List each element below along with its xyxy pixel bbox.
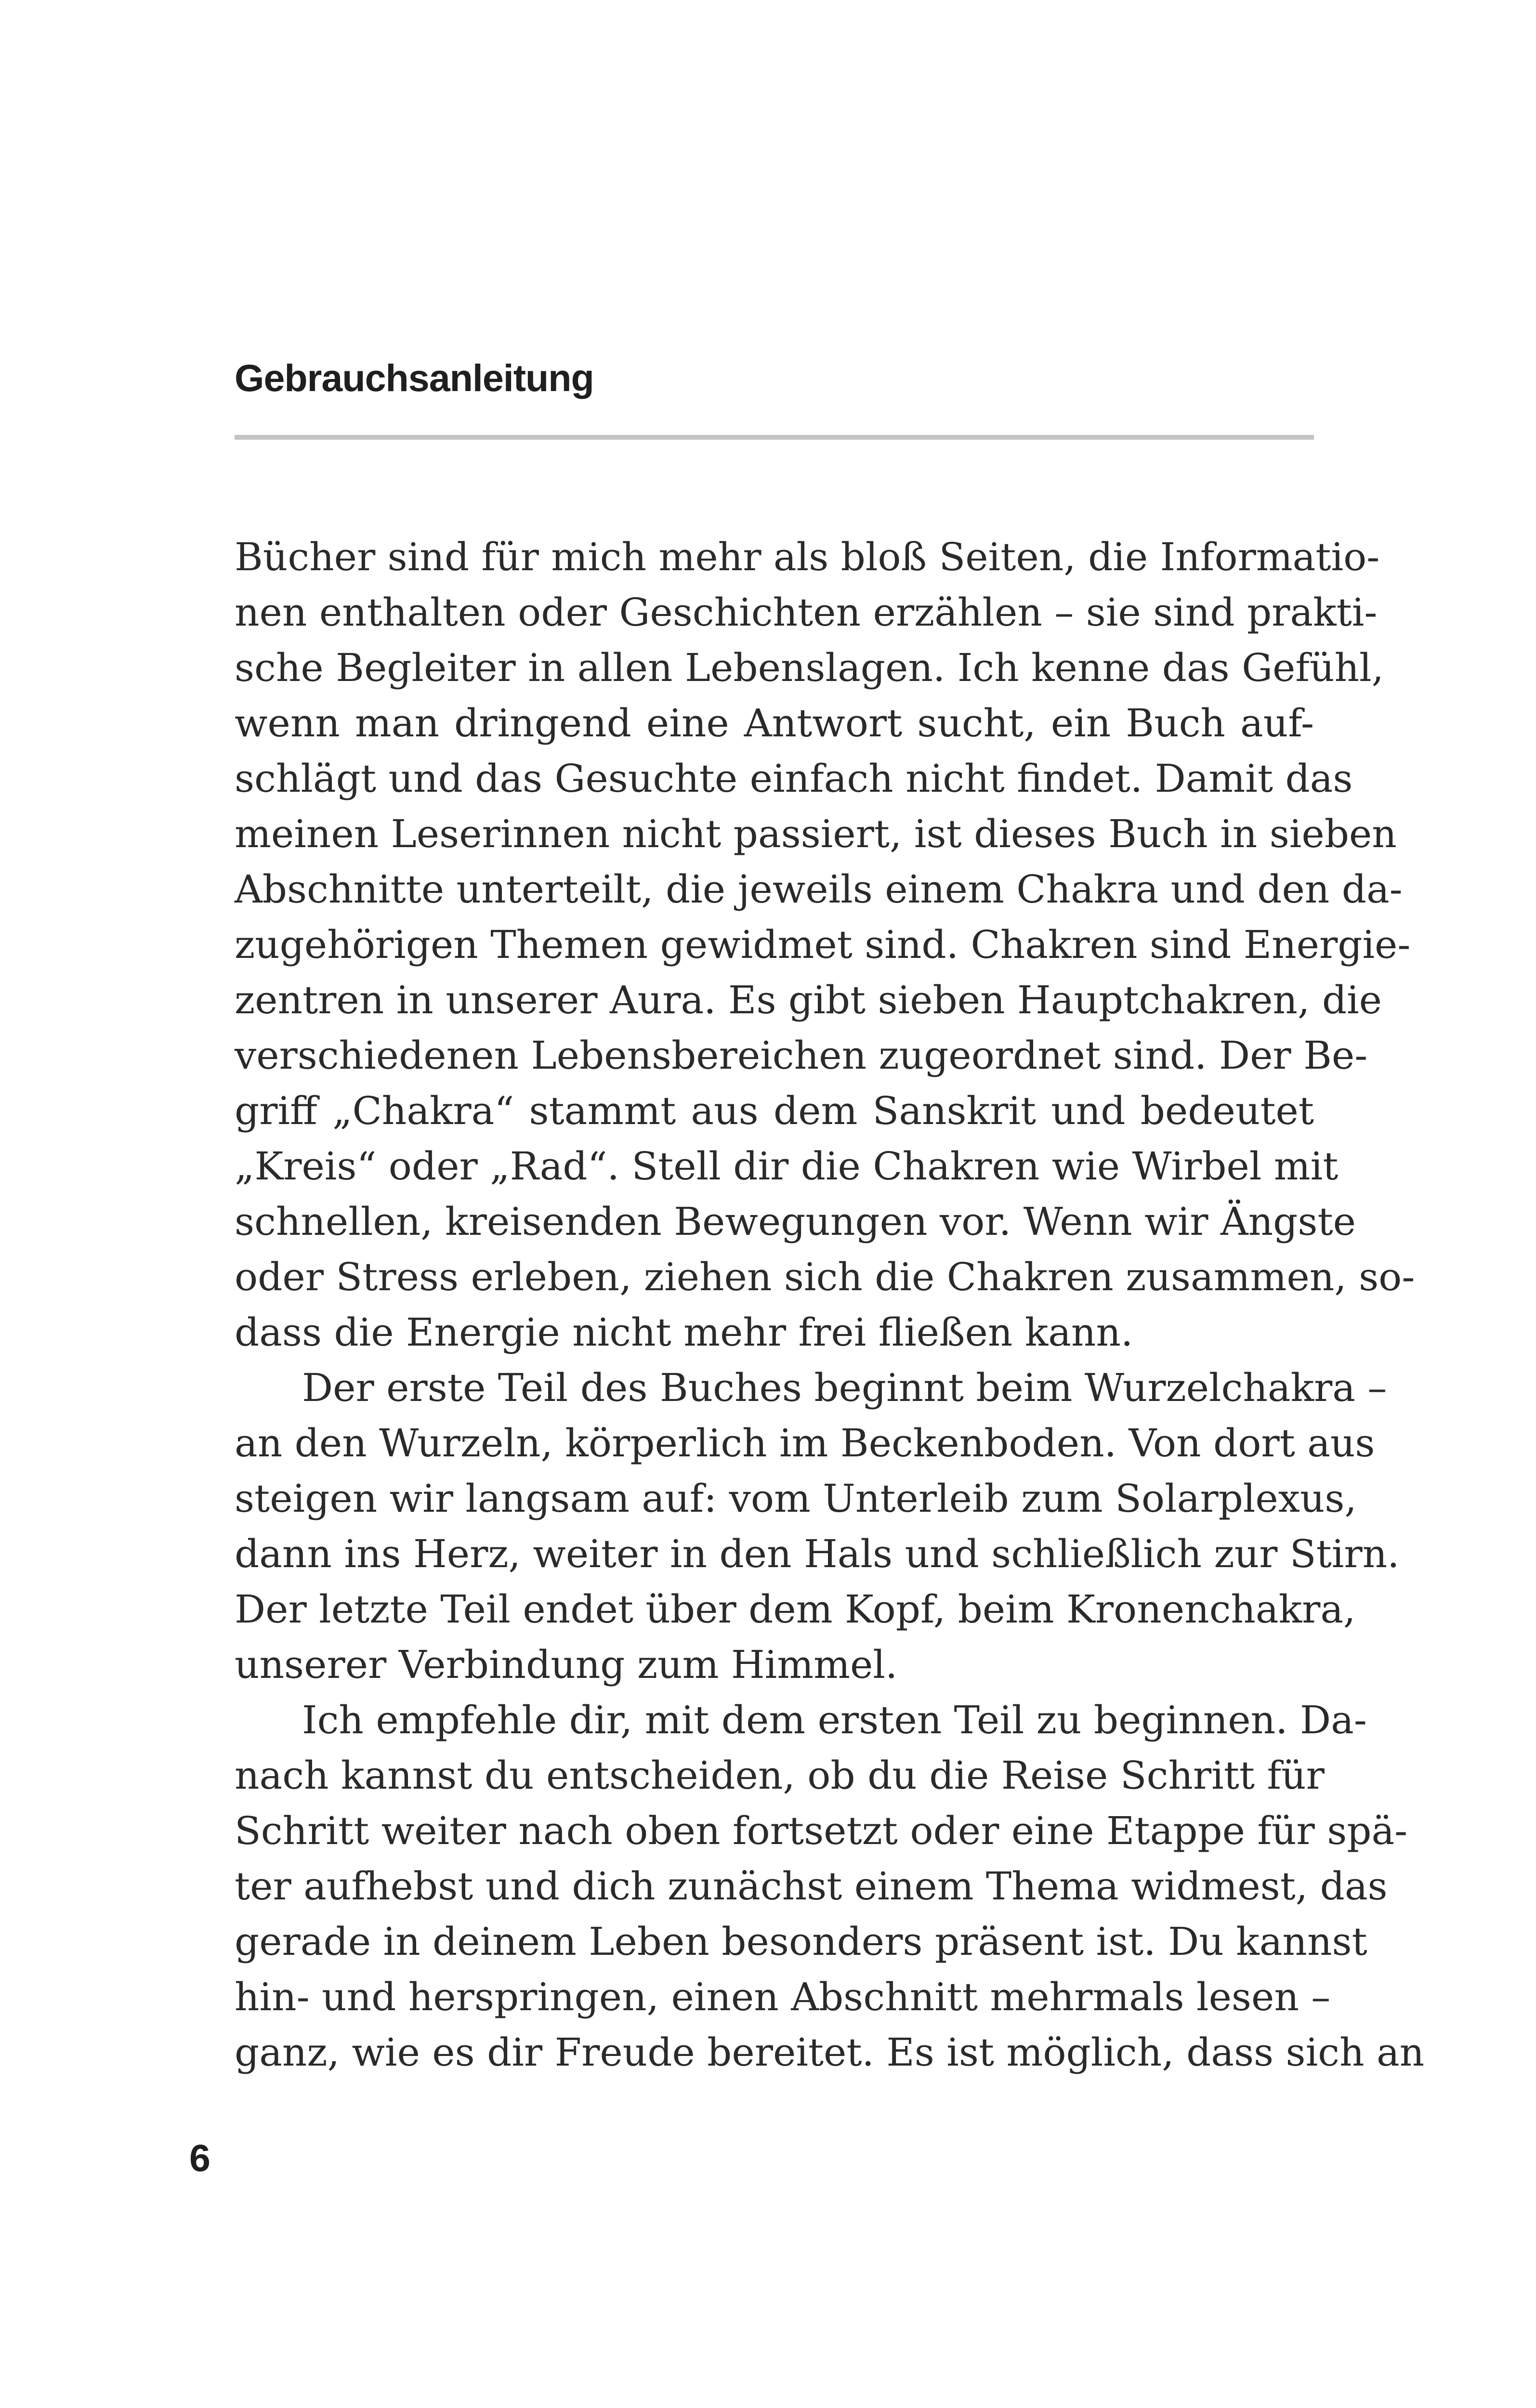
text-line: wenn man dringend eine Antwort sucht, ein Buch auf- (235, 701, 1314, 746)
text-line: Schritt weiter nach oben fortsetzt oder eine Etappe für spä- (235, 1808, 1408, 1853)
running-head: Gebrauchsanleitung (235, 356, 594, 399)
text-line: dass die Energie nicht mehr frei fließen kann. (235, 1310, 1133, 1355)
text-line: griff „Chakra“ stammt aus dem Sanskrit und bedeutet (235, 1088, 1314, 1133)
text-line: zentren in unserer Aura. Es gibt sieben Hauptchakren, die (235, 978, 1382, 1022)
text-line: Der letzte Teil endet über dem Kopf, beim Kronenchakra, (235, 1587, 1356, 1632)
text-line: oder Stress erleben, ziehen sich die Chakren zusammen, so- (235, 1255, 1415, 1299)
text-line: nach kannst du entscheiden, ob du die Reise Schritt für (235, 1753, 1325, 1798)
text-line: schnellen, kreisenden Bewegungen vor. Wenn wir Ängste (235, 1199, 1356, 1244)
body-text (235, 529, 1425, 2080)
text-line: sche Begleiter in allen Lebenslagen. Ich kenne das Gefühl, (235, 645, 1384, 690)
text-line: Der erste Teil des Buches beginnt beim Wurzelchakra – (302, 1365, 1387, 1410)
text-line: Ich empfehle dir, mit dem ersten Teil zu beginnen. Da- (302, 1698, 1367, 1742)
text-line: zugehörigen Themen gewidmet sind. Chakren sind Energie- (235, 922, 1411, 967)
text-line: schlägt und das Gesuchte einfach nicht findet. Damit das (235, 756, 1353, 801)
text-line: nen enthalten oder Geschichten erzählen – sie sind prakti- (235, 590, 1378, 635)
text-line: Abschnitte unterteilt, die jeweils einem Chakra und den da- (235, 867, 1403, 912)
text-line: steigen wir langsam auf: vom Unterleib zum Solarplexus, (235, 1476, 1357, 1521)
text-line: unserer Verbindung zum Himmel. (235, 1642, 898, 1687)
text-line: Bücher sind für mich mehr als bloß Seiten, die Informatio- (235, 535, 1380, 579)
text-line: dann ins Herz, weiter in den Hals und schließlich zur Stirn. (235, 1531, 1400, 1576)
text-line: meinen Leserinnen nicht passiert, ist dieses Buch in sieben (235, 811, 1397, 856)
text-line: ganz, wie es dir Freude bereitet. Es ist möglich, dass sich an (235, 2030, 1425, 2075)
header-divider (235, 435, 1314, 440)
text-line: gerade in deinem Leben besonders präsent ist. Du kannst (235, 1919, 1367, 1964)
text-line: ter aufhebst und dich zunächst einem Thema widmest, das (235, 1864, 1388, 1909)
page-number: 6 (189, 2136, 210, 2179)
text-line: verschiedenen Lebensbereichen zugeordnet sind. Der Be- (235, 1033, 1368, 1078)
text-line: „Kreis“ oder „Rad“. Stell dir die Chakren wie Wirbel mit (235, 1144, 1339, 1189)
text-line: hin- und herspringen, einen Abschnitt mehrmals lesen – (235, 1975, 1331, 2019)
text-line: an den Wurzeln, körperlich im Beckenboden. Von dort aus (235, 1421, 1375, 1466)
